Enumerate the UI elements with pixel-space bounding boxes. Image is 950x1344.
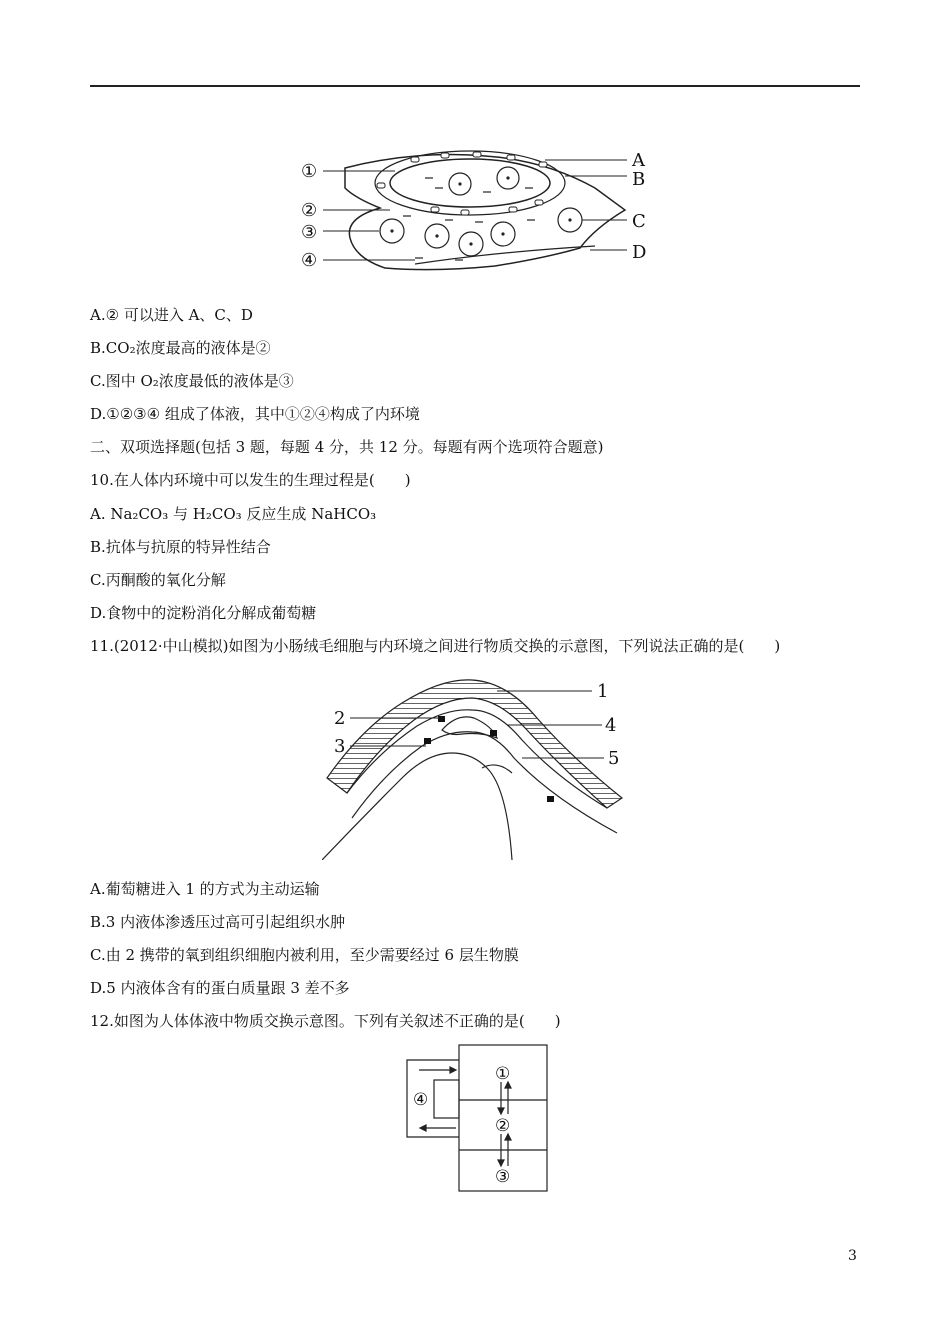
q10-option-b: B.抗体与抗原的特异性结合 <box>90 538 271 556</box>
q12-stem: 12.如图为人体体液中物质交换示意图。下列有关叙述不正确的是( ) <box>90 1012 561 1030</box>
fig1-label-3: ③ <box>301 222 318 243</box>
villus-diagram <box>322 668 632 860</box>
q9-option-c: C.图中 O₂浓度最低的液体是③ <box>90 372 294 390</box>
header-rule <box>90 85 860 87</box>
body-fluid-diagram <box>295 148 665 278</box>
q10-option-c: C.丙酮酸的氧化分解 <box>90 571 226 589</box>
q10-stem: 10.在人体内环境中可以发生的生理过程是( ) <box>90 471 411 489</box>
q9-option-a: A.② 可以进入 A、C、D <box>90 306 253 324</box>
fig2-label-4: 4 <box>605 715 617 736</box>
fig1-label-b: B <box>632 169 646 190</box>
fig1-label-d: D <box>632 242 647 263</box>
fig1-label-a: A <box>632 150 645 171</box>
fig1-label-1: ① <box>301 161 318 182</box>
fig3-label-1: ① <box>495 1064 511 1084</box>
q10-option-d: D.食物中的淀粉消化分解成葡萄糖 <box>90 604 317 622</box>
fig2-label-5: 5 <box>608 748 620 769</box>
q11-stem: 11.(2012·中山模拟)如图为小肠绒毛细胞与内环境之间进行物质交换的示意图，下列说法正确的是( ) <box>90 637 781 655</box>
fig1-label-4: ④ <box>301 250 318 271</box>
fig3-label-3: ③ <box>495 1167 511 1187</box>
fig2-label-1: 1 <box>597 681 609 702</box>
q9-option-d: D.①②③④ 组成了体液，其中①②④构成了内环境 <box>90 405 420 423</box>
fig2-label-3: 3 <box>334 736 346 757</box>
q11-option-a: A.葡萄糖进入 1 的方式为主动运输 <box>90 880 320 898</box>
q11-option-d: D.5 内液体含有的蛋白质量跟 3 差不多 <box>90 979 350 997</box>
q9-option-b: B.CO₂浓度最高的液体是② <box>90 339 271 357</box>
section-2-title: 二、双项选择题(包括 3 题，每题 4 分，共 12 分。每题有两个选项符合题意) <box>90 438 604 456</box>
q10-option-a: A. Na₂CO₃ 与 H₂CO₃ 反应生成 NaHCO₃ <box>90 505 377 523</box>
fig3-label-2: ② <box>495 1116 511 1136</box>
fluid-exchange-diagram <box>402 1042 552 1194</box>
q11-option-b: B.3 内液体渗透压过高可引起组织水肿 <box>90 913 346 931</box>
fig3-label-4: ④ <box>413 1090 429 1110</box>
page-number: 3 <box>848 1248 857 1264</box>
q11-option-c: C.由 2 携带的氧到组织细胞内被利用，至少需要经过 6 层生物膜 <box>90 946 519 964</box>
fig1-label-2: ② <box>301 200 318 221</box>
fig2-label-2: 2 <box>334 708 346 729</box>
fig1-label-c: C <box>632 211 646 232</box>
